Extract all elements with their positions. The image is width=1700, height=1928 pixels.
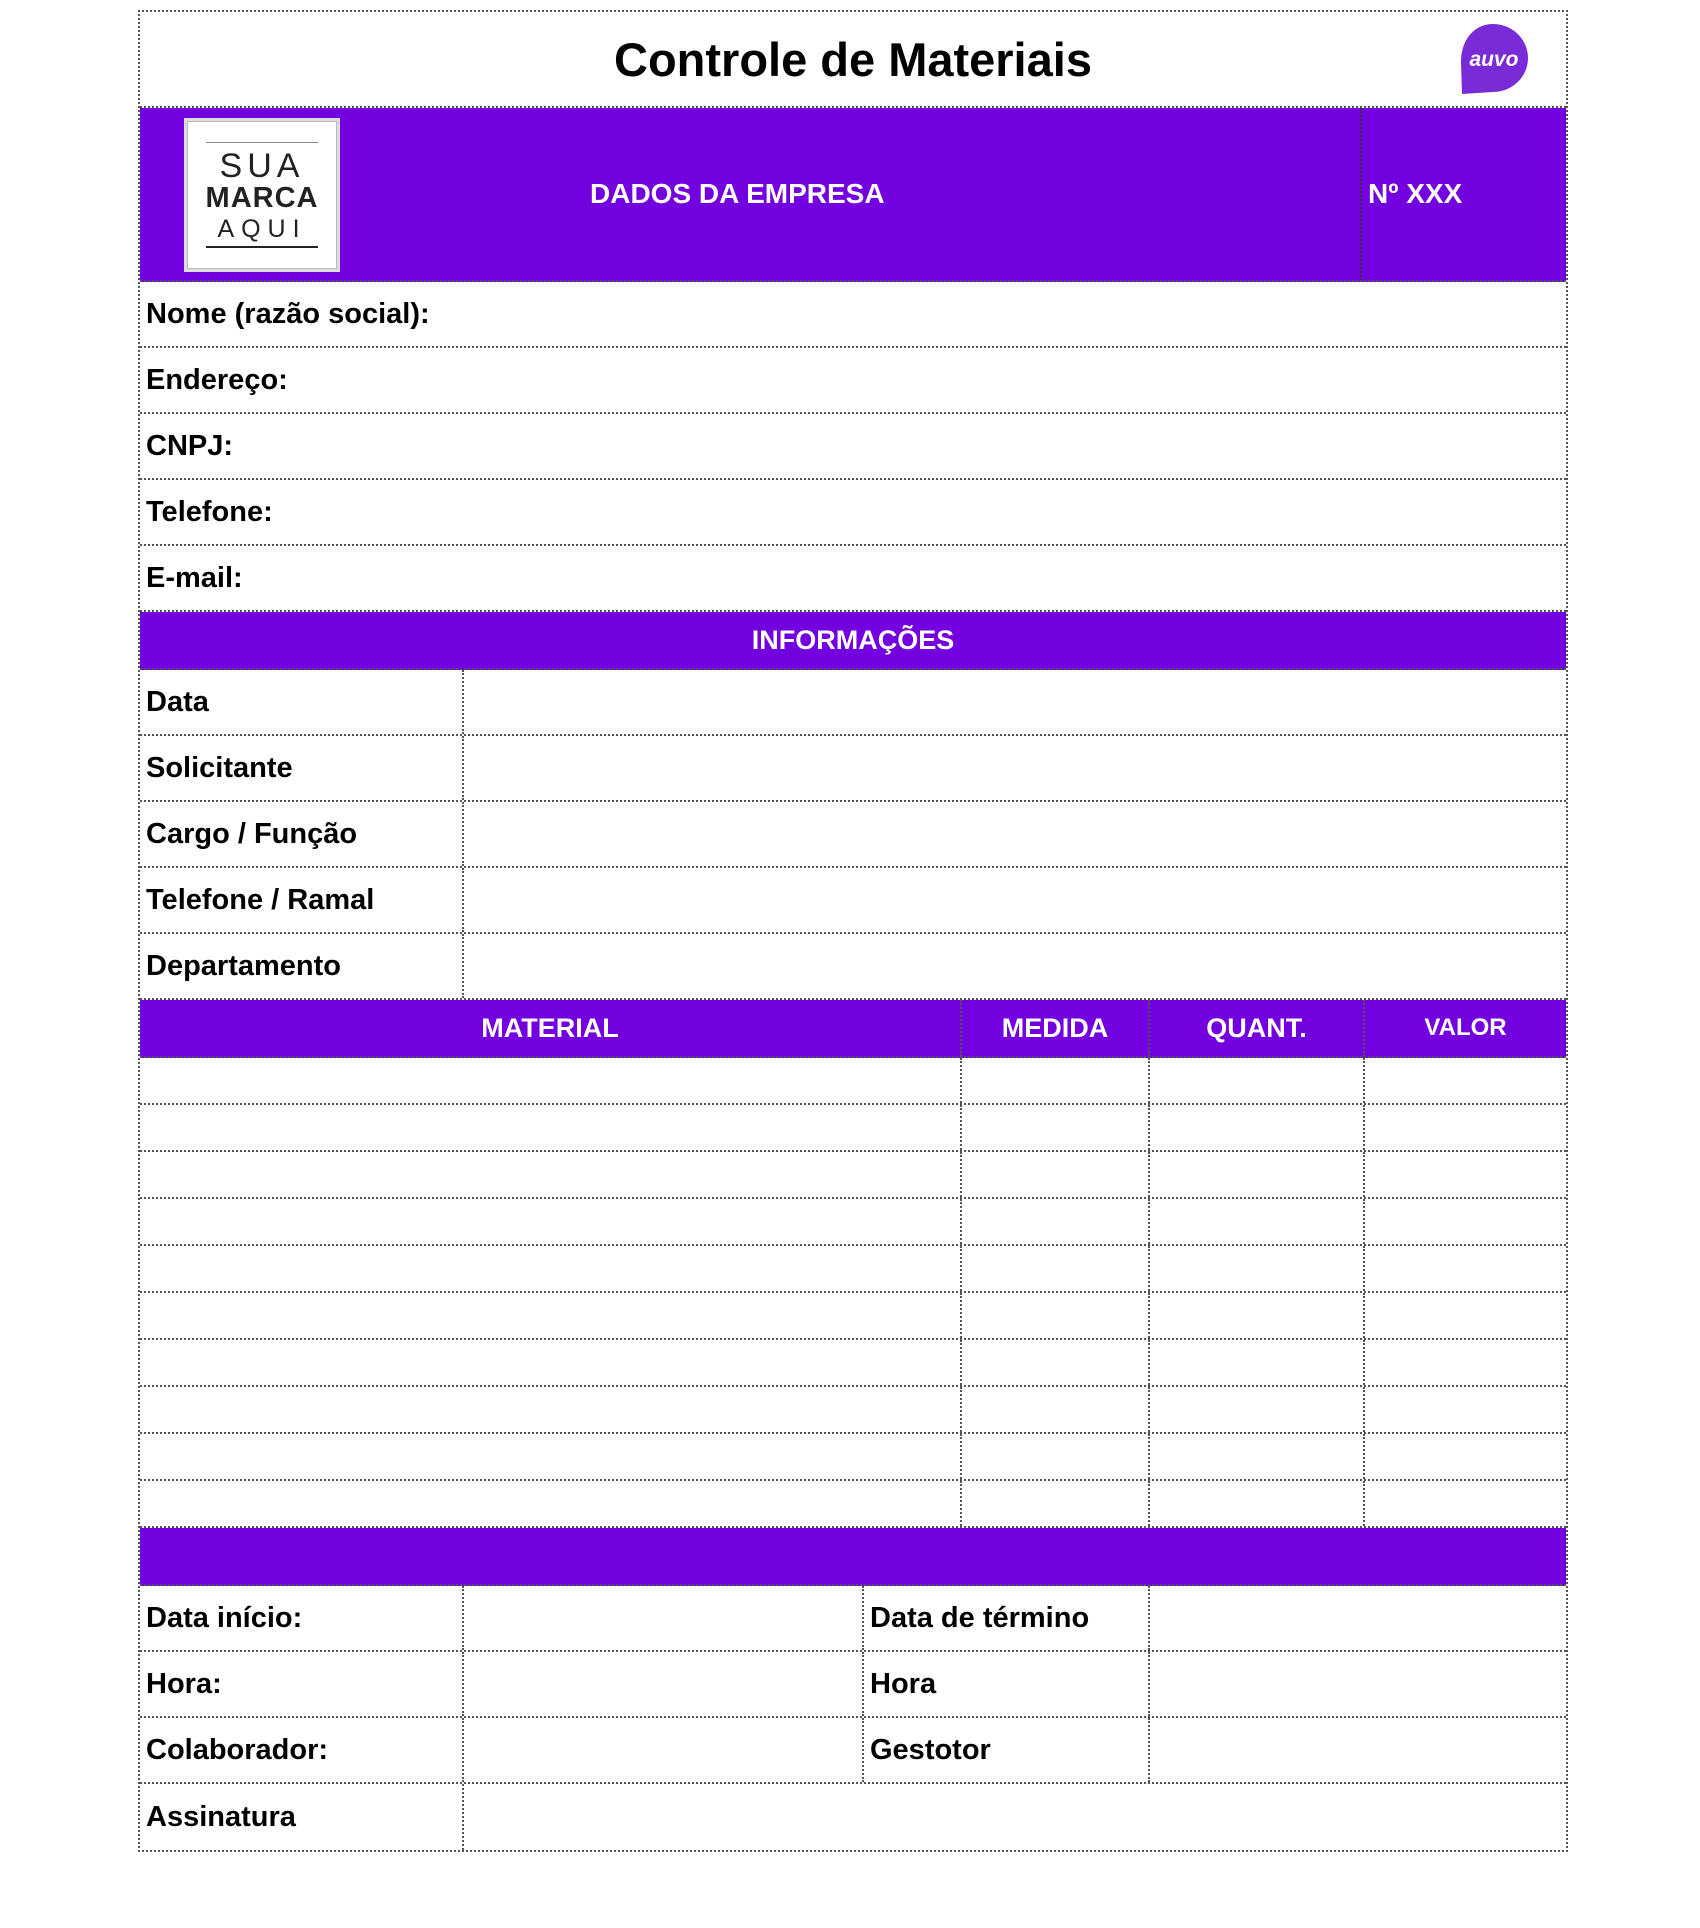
quant-cell[interactable] [1148, 1246, 1363, 1291]
medida-cell[interactable] [960, 1434, 1148, 1479]
company-field-label: CNPJ: [146, 429, 234, 462]
info-field-label: Telefone / Ramal [146, 883, 375, 916]
info-field-row [140, 934, 1566, 1000]
column-header-quant: QUANT. [1148, 1000, 1363, 1056]
medida-cell[interactable] [960, 1387, 1148, 1432]
table-row [140, 1152, 1566, 1199]
footer-field-value[interactable] [1148, 1586, 1566, 1650]
medida-cell[interactable] [960, 1246, 1148, 1291]
material-cell[interactable] [140, 1105, 960, 1150]
info-field-row [140, 868, 1566, 934]
quant-cell[interactable] [1148, 1058, 1363, 1103]
company-field-row[interactable] [140, 480, 1566, 546]
info-field-row [140, 670, 1566, 736]
materials-table-body [140, 1058, 1566, 1528]
medida-cell[interactable] [960, 1105, 1148, 1150]
signature-field[interactable] [462, 1784, 1566, 1850]
quant-cell[interactable] [1148, 1152, 1363, 1197]
material-cell[interactable] [140, 1058, 960, 1103]
table-row [140, 1387, 1566, 1434]
table-row [140, 1058, 1566, 1105]
table-row [140, 1340, 1566, 1387]
info-field-value[interactable] [462, 736, 1566, 800]
valor-cell[interactable] [1363, 1105, 1566, 1150]
medida-cell[interactable] [960, 1481, 1148, 1526]
quant-cell[interactable] [1148, 1199, 1363, 1244]
footer-field-value[interactable] [462, 1586, 862, 1650]
medida-cell[interactable] [960, 1152, 1148, 1197]
footer-field-label: Colaborador: [146, 1733, 329, 1766]
material-cell[interactable] [140, 1387, 960, 1432]
valor-cell[interactable] [1363, 1058, 1566, 1103]
section-divider-band [140, 1528, 1566, 1586]
column-header-material: MATERIAL [481, 1012, 619, 1043]
logo-rule-bottom [206, 246, 318, 248]
medida-cell[interactable] [960, 1199, 1148, 1244]
info-field-value[interactable] [462, 868, 1566, 932]
company-field-row[interactable] [140, 282, 1566, 348]
quant-cell[interactable] [1148, 1293, 1363, 1338]
info-field-value[interactable] [462, 670, 1566, 734]
quant-cell[interactable] [1148, 1105, 1363, 1150]
footer-field-label: Data de término [862, 1586, 1148, 1650]
info-field-label: Data [146, 685, 209, 718]
logo-line-3: AQUI [217, 215, 307, 243]
valor-cell[interactable] [1363, 1387, 1566, 1432]
brand-logo-placeholder [184, 118, 340, 272]
auvo-logo-icon [1456, 22, 1530, 96]
column-header-valor: VALOR [1363, 1000, 1566, 1056]
valor-cell[interactable] [1363, 1199, 1566, 1244]
company-field-label: Nome (razão social): [146, 297, 430, 330]
company-field-label: Endereço: [146, 363, 288, 396]
footer-field-value[interactable] [1148, 1718, 1566, 1782]
document-number: Nº XXX [1360, 108, 1566, 280]
quant-cell[interactable] [1148, 1481, 1363, 1526]
company-section-title: DADOS DA EMPRESA [590, 178, 885, 209]
footer-field-label: Data início: [146, 1601, 303, 1634]
table-row [140, 1199, 1566, 1246]
table-row [140, 1434, 1566, 1481]
table-row [140, 1246, 1566, 1293]
material-cell[interactable] [140, 1152, 960, 1197]
material-cell[interactable] [140, 1340, 960, 1385]
materials-table-header [140, 1000, 1566, 1058]
info-field-label: Departamento [146, 949, 341, 982]
valor-cell[interactable] [1363, 1340, 1566, 1385]
auvo-logo-text: auvo [1469, 48, 1519, 71]
footer-field-row [140, 1652, 1566, 1718]
company-field-label: Telefone: [146, 495, 273, 528]
signature-label: Assinatura [146, 1800, 296, 1833]
company-field-label: E-mail: [146, 561, 243, 594]
material-cell[interactable] [140, 1434, 960, 1479]
company-field-row[interactable] [140, 348, 1566, 414]
quant-cell[interactable] [1148, 1434, 1363, 1479]
footer-field-value[interactable] [1148, 1652, 1566, 1716]
material-cell[interactable] [140, 1246, 960, 1291]
info-field-value[interactable] [462, 934, 1566, 998]
material-cell[interactable] [140, 1199, 960, 1244]
footer-field-label: Hora [862, 1652, 1148, 1716]
page-title: Controle de Materiais [614, 32, 1092, 86]
table-row [140, 1481, 1566, 1528]
valor-cell[interactable] [1363, 1246, 1566, 1291]
logo-rule-top [206, 142, 318, 143]
info-field-row [140, 802, 1566, 868]
footer-field-value[interactable] [462, 1718, 862, 1782]
table-row [140, 1293, 1566, 1340]
form-sheet [138, 10, 1568, 1852]
info-section-title: INFORMAÇÕES [140, 612, 1566, 670]
medida-cell[interactable] [960, 1340, 1148, 1385]
column-header-medida: MEDIDA [960, 1000, 1148, 1056]
quant-cell[interactable] [1148, 1340, 1363, 1385]
footer-field-label: Gestotor [862, 1718, 1148, 1782]
footer-field-row [140, 1718, 1566, 1784]
footer-field-row [140, 1586, 1566, 1652]
quant-cell[interactable] [1148, 1387, 1363, 1432]
footer-field-value[interactable] [462, 1652, 862, 1716]
info-field-value[interactable] [462, 802, 1566, 866]
material-cell[interactable] [140, 1481, 960, 1526]
material-cell[interactable] [140, 1293, 960, 1338]
info-field-row [140, 736, 1566, 802]
logo-line-1: SUA [219, 147, 305, 185]
company-field-row[interactable] [140, 546, 1566, 612]
company-field-row[interactable] [140, 414, 1566, 480]
info-field-label: Solicitante [146, 751, 293, 784]
info-field-label: Cargo / Função [146, 817, 358, 850]
logo-line-2: MARCA [205, 182, 319, 214]
title-row [140, 12, 1566, 108]
valor-cell[interactable] [1363, 1481, 1566, 1526]
medida-cell[interactable] [960, 1058, 1148, 1103]
company-header [140, 108, 1566, 282]
valor-cell[interactable] [1363, 1293, 1566, 1338]
table-row [140, 1105, 1566, 1152]
signature-row [140, 1784, 1566, 1850]
valor-cell[interactable] [1363, 1152, 1566, 1197]
footer-field-label: Hora: [146, 1667, 222, 1700]
valor-cell[interactable] [1363, 1434, 1566, 1479]
medida-cell[interactable] [960, 1293, 1148, 1338]
